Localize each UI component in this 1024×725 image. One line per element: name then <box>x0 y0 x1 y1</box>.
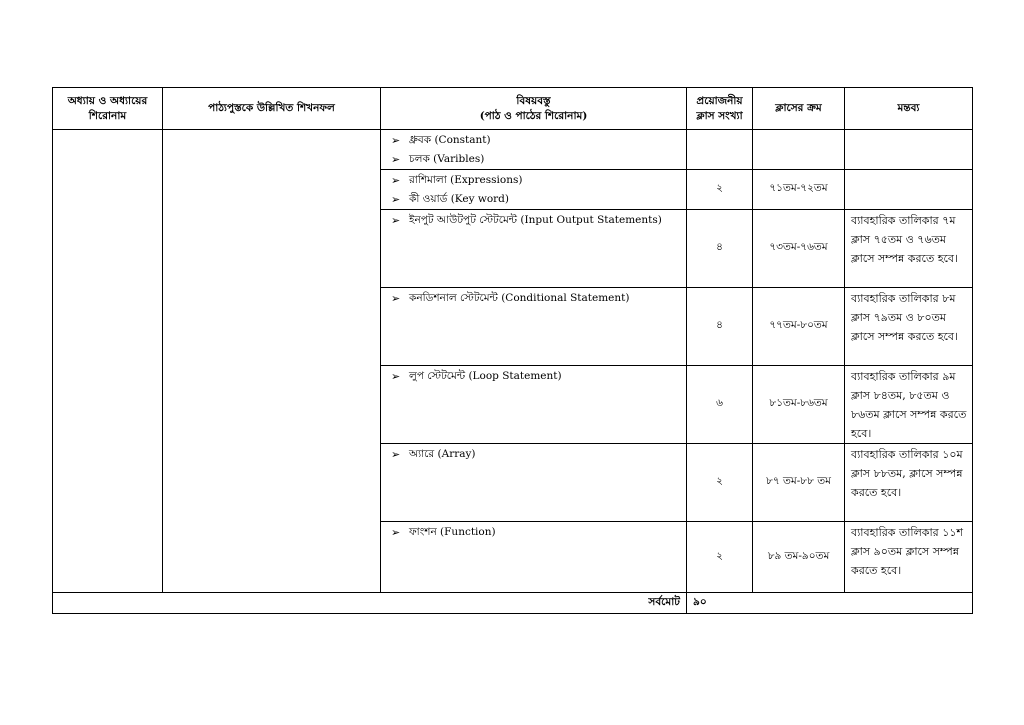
class-sequence-cell: ৮১তম-৮৬তম <box>753 366 845 444</box>
topic-cell <box>381 366 687 444</box>
chapter-cell <box>53 130 163 593</box>
remarks-cell <box>845 130 973 170</box>
class-sequence-cell: ৮৭ তম-৮৮ তম <box>753 444 845 522</box>
total-value: ৯০ <box>687 593 973 614</box>
list-item <box>391 171 682 190</box>
topic-text: ধ্রুবক (Constant) <box>409 134 491 146</box>
table-row <box>53 130 973 170</box>
remarks-cell: ব্যাবহারিক তালিকার ৯ম ক্লাস ৮৪তম, ৮৫তম ও ৮৬তম ক্লাসে সম্পন্ন করতে হবে। <box>845 366 973 444</box>
topic-list <box>381 210 686 230</box>
total-label: সর্বমোট <box>53 593 687 614</box>
topic-cell <box>381 210 687 288</box>
header-remarks: মন্তব্য <box>845 88 973 130</box>
syllabus-table <box>52 87 973 614</box>
arrowhead-bullet-icon: ➢ <box>391 134 401 147</box>
topic-cell <box>381 130 687 170</box>
list-item <box>391 150 682 169</box>
header-chapter: অধ্যায় ও অধ্যায়ের শিরোনাম <box>53 88 163 130</box>
header-required-classes: প্রয়োজনীয় ক্লাস সংখ্যা <box>687 88 753 130</box>
topic-list <box>381 366 686 386</box>
required-classes-cell: ৪ <box>687 210 753 288</box>
required-classes-cell: ৪ <box>687 288 753 366</box>
remarks-cell: ব্যাবহারিক তালিকার ১১শ ক্লাস ৯০তম ক্লাসে সম্পন্ন করতে হবে। <box>845 522 973 593</box>
class-sequence-cell: ৭১তম-৭২তম <box>753 170 845 210</box>
topic-list <box>381 130 686 169</box>
list-item <box>391 190 682 209</box>
required-classes-cell: ২ <box>687 522 753 593</box>
header-content-subtitle: (পাঠ ও পাঠের শিরোনাম) <box>479 109 588 122</box>
topic-text: রাশিমালা (Expressions) <box>409 174 523 186</box>
topic-cell <box>381 288 687 366</box>
list-item <box>391 367 682 386</box>
header-learning-outcome: পাঠ্যপুস্তকে উল্লিখিত শিখনফল <box>163 88 381 130</box>
topic-text: ইনপুট আউটপুট স্টেটমেন্ট (Input Output Statements) <box>409 214 662 226</box>
list-item <box>391 289 682 308</box>
learning-outcome-cell <box>163 130 381 593</box>
topic-text: অ্যারে (Array) <box>409 448 476 460</box>
topic-cell <box>381 522 687 593</box>
class-sequence-cell <box>753 130 845 170</box>
required-classes-cell <box>687 130 753 170</box>
arrowhead-bullet-icon: ➢ <box>391 174 401 187</box>
topic-text: কনডিশনাল স্টেটমেন্ট (Conditional Statement) <box>409 292 630 304</box>
class-sequence-cell: ৮৯ তম-৯০তম <box>753 522 845 593</box>
required-classes-cell: ৬ <box>687 366 753 444</box>
class-sequence-cell: ৭৩তম-৭৬তম <box>753 210 845 288</box>
header-row <box>53 88 973 130</box>
topic-list <box>381 288 686 308</box>
topic-text: কী ওয়ার্ড (Key word) <box>409 193 509 205</box>
topic-list <box>381 170 686 209</box>
header-content <box>381 88 687 130</box>
list-item <box>391 131 682 150</box>
topic-list <box>381 522 686 542</box>
topic-text: চলক (Varibles) <box>409 153 485 165</box>
required-classes-cell: ২ <box>687 444 753 522</box>
topic-list <box>381 444 686 464</box>
topic-cell <box>381 170 687 210</box>
topic-text: লুপ স্টেটমেন্ট (Loop Statement) <box>409 370 562 382</box>
list-item <box>391 523 682 542</box>
total-row <box>53 593 973 614</box>
remarks-cell: ব্যাবহারিক তালিকার ৭ম ক্লাস ৭৫তম ও ৭৬তম ক্লাসে সম্পন্ন করতে হবে। <box>845 210 973 288</box>
class-sequence-cell: ৭৭তম-৮০তম <box>753 288 845 366</box>
header-content-title: বিষয়বস্তু <box>516 94 551 107</box>
header-class-sequence: ক্লাসের ক্রম <box>753 88 845 130</box>
arrowhead-bullet-icon: ➢ <box>391 214 401 227</box>
remarks-cell <box>845 170 973 210</box>
arrowhead-bullet-icon: ➢ <box>391 292 401 305</box>
list-item <box>391 211 682 230</box>
remarks-cell: ব্যাবহারিক তালিকার ১০ম ক্লাস ৮৮তম, ক্লাসে সম্পন্ন করতে হবে। <box>845 444 973 522</box>
arrowhead-bullet-icon: ➢ <box>391 526 401 539</box>
remarks-cell: ব্যাবহারিক তালিকার ৮ম ক্লাস ৭৯তম ও ৮০তম ক্লাসে সম্পন্ন করতে হবে। <box>845 288 973 366</box>
topic-cell <box>381 444 687 522</box>
arrowhead-bullet-icon: ➢ <box>391 448 401 461</box>
arrowhead-bullet-icon: ➢ <box>391 370 401 383</box>
arrowhead-bullet-icon: ➢ <box>391 153 401 166</box>
list-item <box>391 445 682 464</box>
topic-text: ফাংশন (Function) <box>409 526 496 538</box>
arrowhead-bullet-icon: ➢ <box>391 193 401 206</box>
required-classes-cell: ২ <box>687 170 753 210</box>
